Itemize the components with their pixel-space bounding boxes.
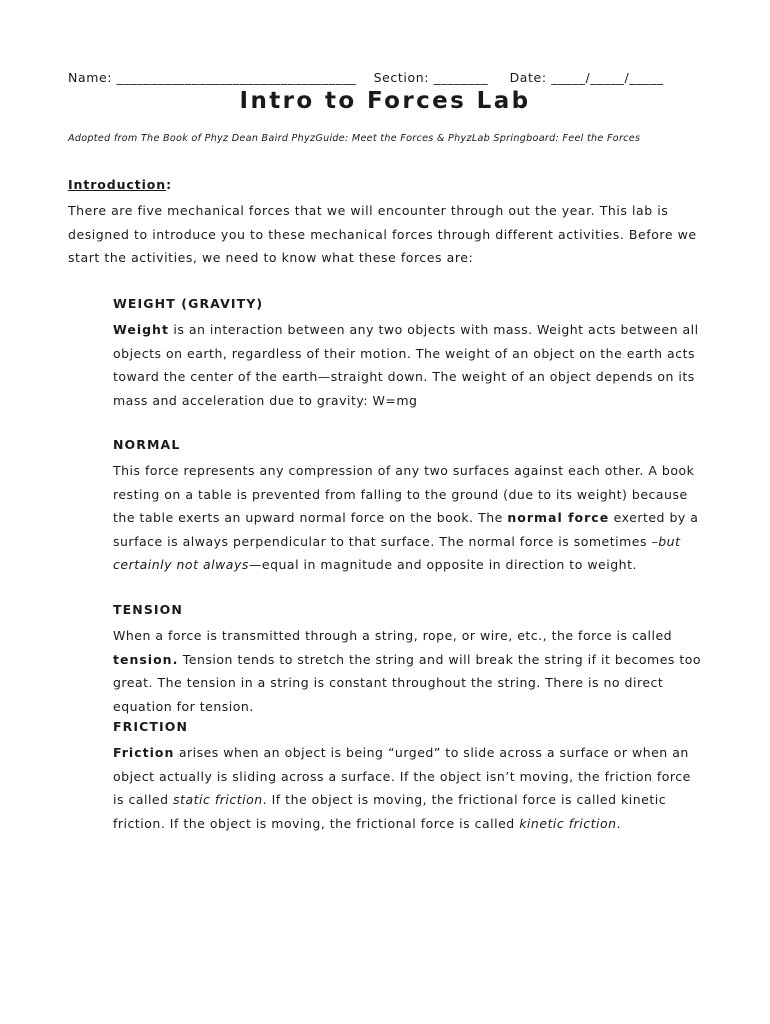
friction-text-3: . [616,815,622,831]
normal-section [113,437,705,577]
tension-text-2: Tension tends to stretch the string and will break the string if it becomes too great. The tension in a string is constant throughout the string. There is no direct equation for tension. [113,651,702,714]
weight-section [113,296,705,412]
friction-text-1: arises when an object is being “urged” to slide across a surface or when an object actually is sliding across a surface. If the object isn’t moving, the friction force is called [113,745,691,807]
weight-term: Weight [113,322,169,337]
introduction-heading-text: Introduction [68,177,167,192]
tension-paragraph [113,624,705,718]
tension-term: tension. [113,651,179,667]
friction-paragraph [113,741,705,835]
normal-heading: NORMAL [113,437,181,452]
introduction-heading-colon: : [166,177,172,192]
normal-paragraph [113,459,705,577]
tension-text-1: When a force is transmitted through a string, rope, or wire, etc., the force is called [113,628,673,643]
weight-text: is an interaction between any two objects with mass. Weight acts between all objects on earth, regardless of their motion. The weight of an object on the earth acts toward the center of the earth—straight down. The weight of an object depends on its mass and acceleration due to gravity: W=mg [113,322,699,408]
friction-term: Friction [113,745,175,760]
normal-text-1: This force represents any compression of any two surfaces against each other. A book resting on a table is prevented from falling to the ground (due to its weight) because the table exerts an upward normal force on the book. The [113,463,695,525]
introduction-text: There are five mechanical forces that we will encounter through out the year. This lab is designed to introduce you to these mechanical forces through different activities. Before we start the activities, we need to know what these forces are: [68,203,697,265]
date-field[interactable]: Date: _____/_____/_____ [509,70,664,85]
normal-text-3: equal in magnitude and opposite in direction to weight. [261,557,637,572]
page-title: Intro to Forces Lab [239,88,531,114]
source-credit: Adopted from The Book of Phyz Dean Baird PhyzGuide: Meet the Forces & PhyzLab Springboard: Feel the Forces [68,133,641,144]
section-field[interactable]: Section: ________ [373,70,489,85]
normal-term: normal force [507,510,610,525]
friction-heading: FRICTION [113,719,189,734]
kinetic-friction-term: kinetic friction [519,815,617,831]
tension-heading: TENSION [113,602,183,617]
tension-section [113,602,705,718]
name-field[interactable]: Name: ___________________________________ [68,70,357,85]
weight-paragraph [113,318,705,412]
normal-emphasis: –but certainly not always— [113,533,681,572]
weight-heading: WEIGHT (GRAVITY) [113,296,264,311]
friction-section [113,719,705,835]
introduction-heading [68,177,172,192]
static-friction-term: static friction [173,792,263,807]
header-fields [68,70,708,85]
friction-text-2: . If the object is moving, the frictional force is called kinetic friction. If the object is moving, the frictional force is called [113,792,667,831]
normal-text-2: exerted by a surface is always perpendicular to that surface. The normal force is sometimes [113,510,699,549]
